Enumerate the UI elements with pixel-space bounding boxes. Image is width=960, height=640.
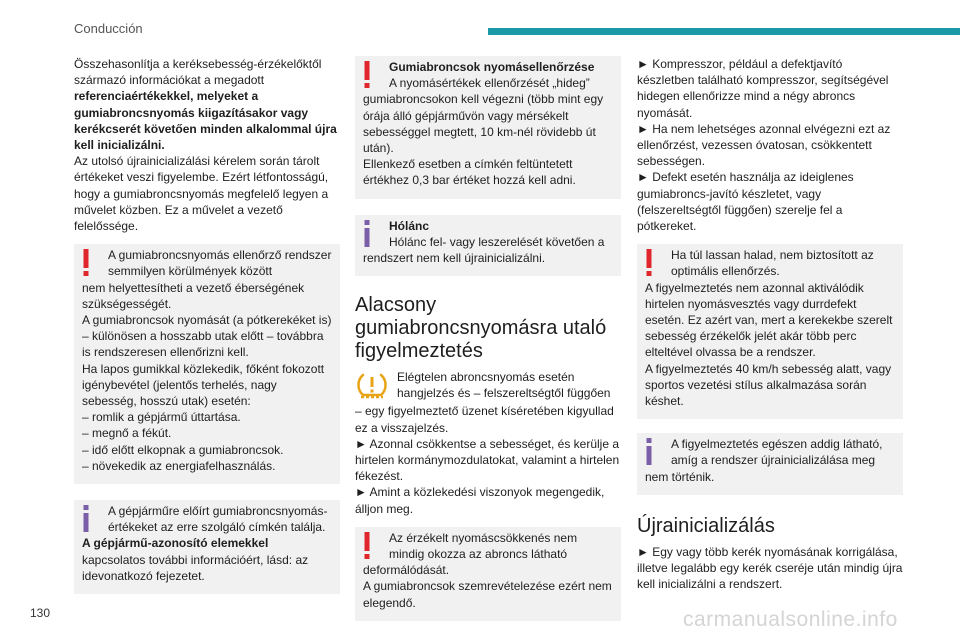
warning-exclamation-icon: [645, 249, 665, 277]
instruction-step: ► Ha nem lehetséges azonnal elvégezni ezt az ellenőrzést, vezessen óvatosan, csökkentett sebességen.: [637, 121, 891, 169]
section-heading: Újrainicializálás: [637, 514, 775, 537]
column-2: Gumiabroncsok nyomásellenőrzése A nyomásértékek ellenőrzését „hideg” gumiabroncsokon kell végezni (több mint egy órája álló gépjárművön vagy mérsékelt sebességgel megtett, 10 km-nél rövidebb út után). Ellenkező esetben a címkén feltüntetett értékhez 0,3 bar értéket hozzá kell adni. Hólánc Hólánc fel- vagy leszerelését követően a rendszert nem kell újrainicializálni. Alacsony gumiabroncsnyomásra utaló figyelmeztetés Elégtelen abroncsnyomás esetén hangjelzés és – felszereltségtől függően – egy figyelmeztető üzenet kíséretében kigyullad ez a visszajelzés. ► Azonnal csökkentse a sebességet, és kerülje a hirtelen kormánymozdulatokat, valamint a hirtelen fékezést. ► Amint a közlekedési viszonyok megengedik, álljon meg. Az érzékelt nyomáscsökkenés nem mindig okozza az abroncs látható deformálódását. A gumiabroncsok szemrevételezése ezért nem elegendő.: [355, 56, 621, 633]
box-title: Hólánc: [389, 218, 430, 233]
info-i-icon: [363, 220, 383, 248]
warning-box: A gumiabroncsnyomás ellenőrző rendszer semmilyen körülmények között nem helyettesítheti a vezető éberségének szükségességét. A gumiabroncsok nyomását (a pótkerekéket is) – különösen a hosszabb utak előtt – továbbra is rendszeresen ellenőrizni kell. Ha lapos gumikkal közlekedik, főként fokozott igénybevétel (jelentős terhelés, nagy sebesség, hosszú utak) esetén: – romlik a gépjármű úttartása. – megnő a fékút. – idő előtt elkopnak a gumiabroncsok. – növekedik az energiafelhasználás.: [74, 244, 340, 484]
instruction-step: ► Kompresszor, például a defektjavító készletben található kompresszor, segítségével hidegen ellenőrizze mind a négy abroncs nyomását.: [637, 57, 889, 120]
warning-exclamation-icon: [363, 532, 383, 560]
paragraph: Az utolsó újrainicializálási kérelem során tárolt értékeket veszi figyelembe. Ezért létfontosságú, hogy a gumiabroncsnyomás megfelelő legyen a művelet közben. Ez a művelet a vezető felelőssége.: [74, 154, 329, 234]
instruction-step: ► Defekt esetén használja az ideiglenes gumiabroncs-javító készletet, vagy (felszereltségtől függően) szerelje fel a pótkereket.: [637, 170, 854, 234]
section-heading: Alacsony gumiabroncsnyomásra utaló figyelmeztetés: [355, 294, 607, 363]
info-i-icon: [82, 505, 102, 533]
info-box: A gépjárműre előírt gumiabroncsnyomás-értékeket az erre szolgáló címkén találja. A gépjármű-azonosító elemekkel kapcsolatos további információért, lásd: az idevonatkozó fejezetet.: [74, 500, 340, 594]
list-item: – növekedik az energiafelhasználás.: [82, 458, 276, 473]
section-title: Conducción: [74, 21, 143, 36]
info-box: Hólánc Hólánc fel- vagy leszerelését követően a rendszert nem kell újrainicializálni.: [355, 215, 621, 277]
low-tyre-pressure-warning-icon: [355, 371, 391, 403]
warning-box: Gumiabroncsok nyomásellenőrzése A nyomásértékek ellenőrzését „hideg” gumiabroncsokon kell végezni (több mint egy órája álló gépjárművön vagy mérsékelt sebességgel megtett, 10 km-nél rövidebb út után). Ellenkező esetben a címkén feltüntetett értékhez 0,3 bar értéket hozzá kell adni.: [355, 56, 621, 199]
warning-exclamation-icon: [363, 61, 383, 89]
page-number: 130: [30, 606, 51, 620]
instruction-step: ► Amint a közlekedési viszonyok megengedik, álljon meg.: [355, 485, 605, 516]
instruction-step: ► Azonnal csökkentse a sebességet, és kerülje a hirtelen kormánymozdulatokat, valamint a hirtelen fékezést.: [355, 436, 620, 484]
list-item: – romlik a gépjármű úttartása.: [82, 410, 241, 425]
warning-box: Ha túl lassan halad, nem biztosított az optimális ellenőrzés. A figyelmeztetés nem azonnal aktiválódik hirtelen nyomásvesztés vagy durrdefekt esetén. Ez azért van, mert a kerekekbe szerelt sebesség érzékelők jelét akár több perc elteltével olvassa be a rendszer. A figyelmeztetés 40 km/h sebesség alatt, vagy sportos vezetési stílus alkalmazása során késhet.: [637, 244, 903, 419]
column-3: [637, 56, 903, 592]
watermark: carmanualsonline.info: [683, 608, 898, 631]
paragraph: Összehasonlítja a keréksebesség-érzékelőktől származó információkat a megadott referenciaértékekkel, melyeket a gumiabroncsnyomás kiigazításakor vagy kerékcserét követően minden alkalommal újra kell inicializálni.: [74, 57, 337, 153]
box-title: Gumiabroncsok nyomásellenőrzése: [389, 60, 595, 74]
bold-text: referenciaértékekkel, melyeket a gumiabroncsnyomás kiigazításakor vagy kerékcserét követően minden alkalommal újra kell inicializálni.: [74, 89, 337, 153]
header-accent-bar: [488, 28, 960, 35]
info-i-icon: [645, 438, 665, 466]
bold-text: A gépjármű-azonosító elemekkel: [82, 536, 269, 551]
info-box: A figyelmeztetés egészen addig látható, amíg a rendszer újrainicializálása meg nem történik.: [637, 433, 903, 495]
list-item: – idő előtt elkopnak a gumiabroncsok.: [82, 442, 284, 457]
list-item: – megnő a fékút.: [82, 426, 172, 441]
column-1: [74, 56, 340, 606]
instruction-step: ► Egy vagy több kerék nyomásának korrigálása, illetve legalább egy kerék cseréje után mindig újra kell inicializálni a rendszert.: [637, 544, 903, 592]
warning-exclamation-icon: [82, 249, 102, 277]
warning-box: Az érzékelt nyomáscsökkenés nem mindig okozza az abroncs látható deformálódását. A gumiabroncsok szemrevételezése ezért nem elegendő.: [355, 527, 621, 621]
